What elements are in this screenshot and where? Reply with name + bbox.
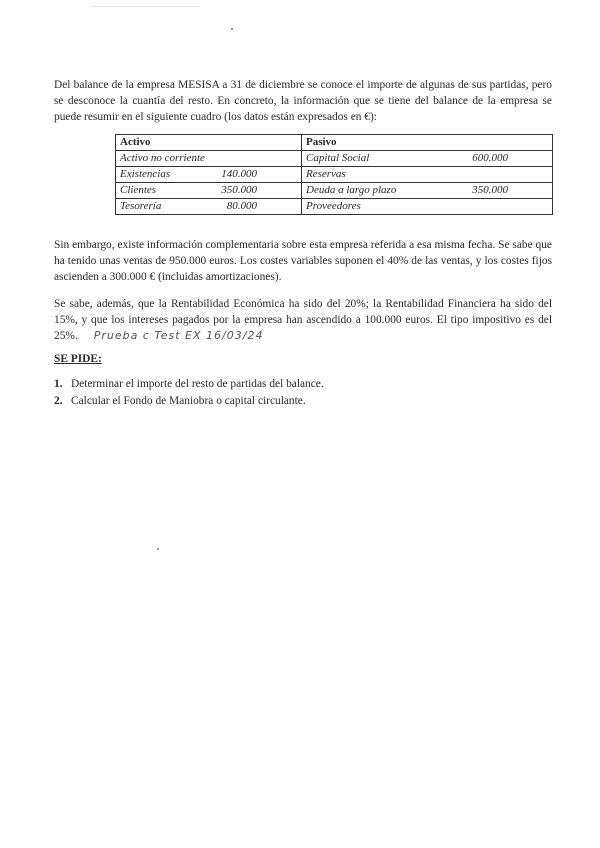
- pasivo-header: Pasivo: [302, 135, 553, 151]
- activo-cell: [116, 183, 302, 199]
- pasivo-label: Reservas: [306, 168, 346, 180]
- pasivo-value: 600.000: [472, 152, 508, 164]
- activo-value: 80.000: [226, 200, 257, 212]
- activo-label: Tesorería: [120, 200, 162, 212]
- activo-value: 350.000: [221, 184, 257, 196]
- activo-header: Activo: [116, 135, 302, 151]
- pasivo-cell: [302, 151, 553, 167]
- pasivo-value: 350.000: [472, 184, 508, 196]
- pasivo-label: Capital Social: [306, 152, 370, 164]
- pasivo-cell: [302, 199, 553, 215]
- handwritten-note: Prueba c Test EX 16/03/24: [93, 329, 264, 342]
- table-row: [116, 199, 553, 215]
- se-pide-heading: SE PIDE:: [54, 353, 102, 365]
- activo-value: 140.000: [221, 168, 257, 180]
- scan-speck: [157, 548, 159, 550]
- activo-cell: [116, 199, 302, 215]
- pasivo-label: Proveedores: [306, 200, 361, 212]
- task-text: Determinar el importe del resto de partidas del balance.: [71, 378, 324, 390]
- table-row: [116, 183, 553, 199]
- profitability-paragraph: [54, 296, 552, 344]
- intro-paragraph: Del balance de la empresa MESISA a 31 de diciembre se conoce el importe de algunas de sus partidas, pero se desconoce la cuantía del resto. En concreto, la información que se tiene del balance de la empresa se puede resumir en el siguiente cuadro (los datos están expresados en €):: [54, 79, 552, 123]
- complementary-info-paragraph: Sin embargo, existe información complementaria sobre esta empresa referida a esa misma fecha. Se sabe que ha tenido unas ventas de 950.000 euros. Los costes variables suponen el 40% de las ventas, y los costes fijos ascienden a 300.000 € (incluidas amortizaciones).: [54, 239, 552, 283]
- task-text: Calcular el Fondo de Maniobra o capital circulante.: [71, 395, 306, 407]
- table-row: [116, 151, 553, 167]
- activo-label: Activo no corriente: [120, 152, 205, 164]
- table-row: [116, 167, 553, 183]
- pasivo-cell: [302, 167, 553, 183]
- task-list: [54, 376, 324, 410]
- table-header-row: [116, 135, 553, 151]
- profitability-text: Se sabe, además, que la Rentabilidad Económica ha sido del 20%; la Rentabilidad Financiera ha sido del 15%, y que los intereses pagados por la empresa han ascendido a 100.000 euros. El tipo impositivo es del 25%.: [54, 298, 552, 342]
- pasivo-cell: [302, 183, 553, 199]
- scan-edge-line: [90, 6, 200, 7]
- pasivo-label: Deuda a largo plazo: [306, 184, 397, 196]
- task-number: 1.: [54, 378, 63, 390]
- scan-speck: [231, 28, 233, 30]
- task-number: 2.: [54, 395, 63, 407]
- list-item: [54, 376, 324, 393]
- list-item: [54, 393, 324, 410]
- activo-cell: [116, 167, 302, 183]
- activo-cell: [116, 151, 302, 167]
- balance-table: [115, 134, 553, 215]
- activo-label: Existencias: [120, 168, 171, 180]
- activo-label: Clientes: [120, 184, 157, 196]
